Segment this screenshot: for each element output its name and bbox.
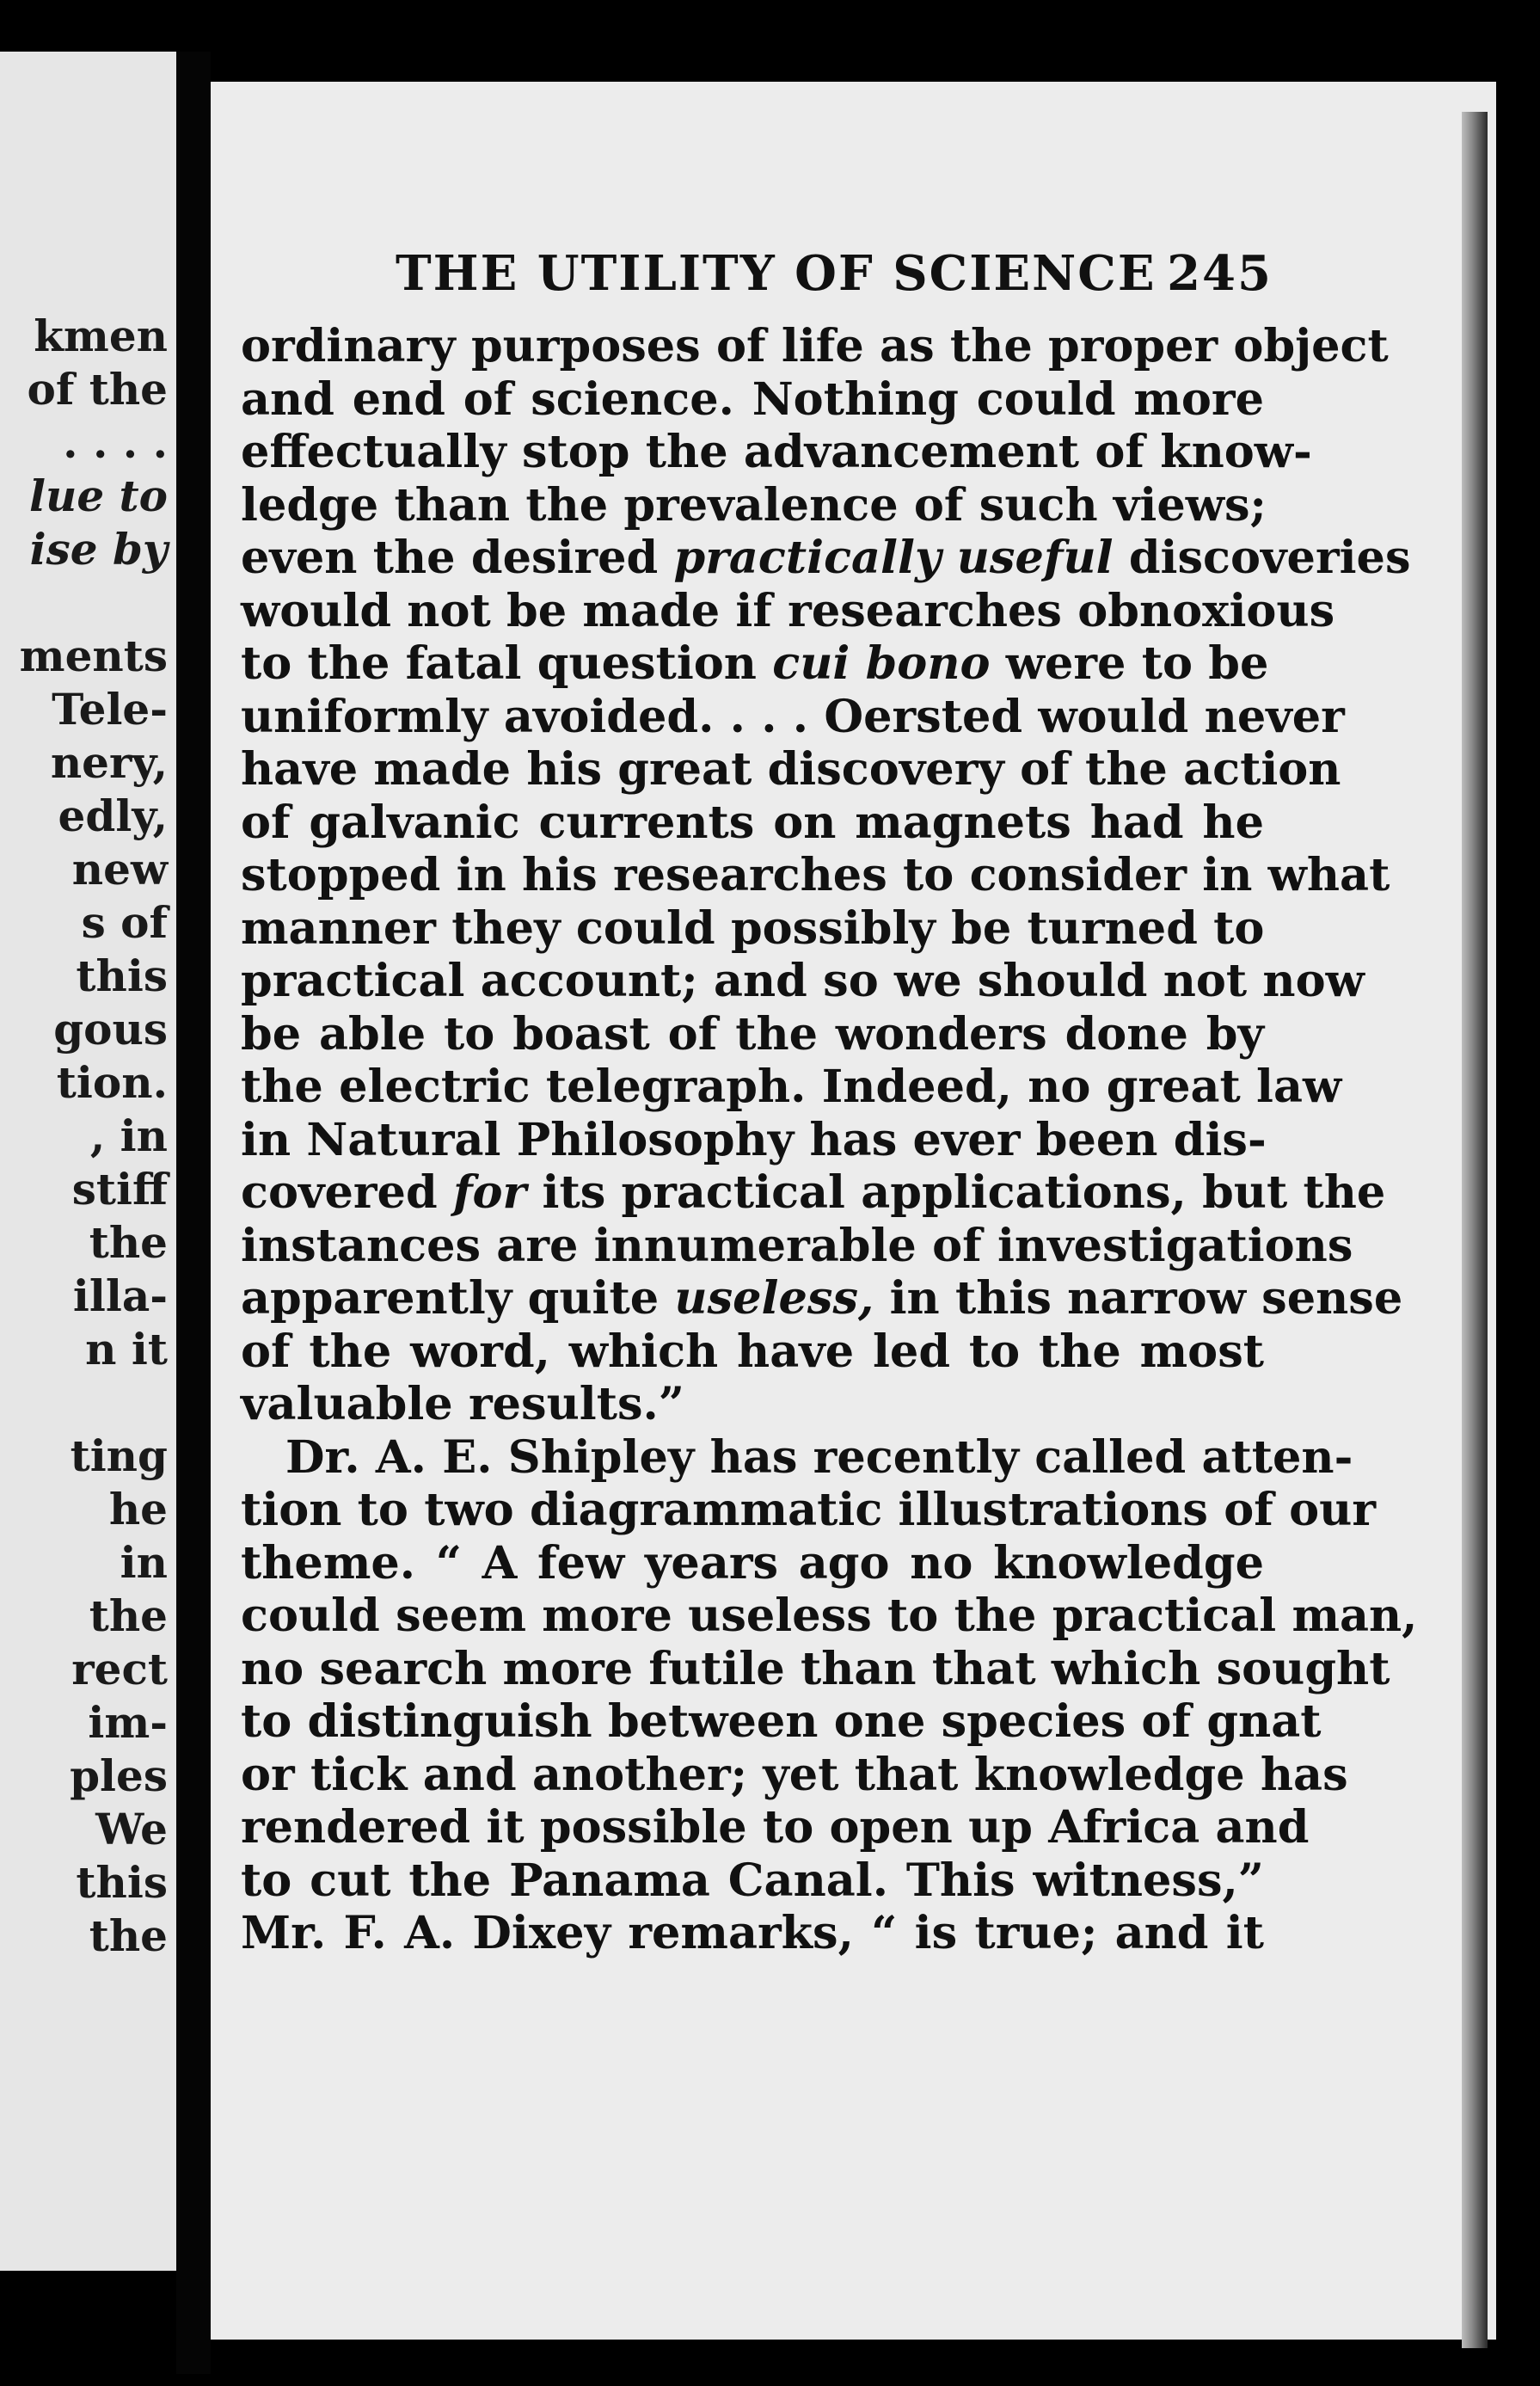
text-run: manner they could possibly be turned to <box>241 901 1265 955</box>
left-page-line <box>0 1376 168 1430</box>
body-line <box>241 1590 1418 1643</box>
text-run: the electric telegraph. Indeed, no great law <box>241 1061 1342 1113</box>
left-page-line: , in <box>89 1110 168 1161</box>
text-run: and end of science. Nothing could more <box>241 372 1264 426</box>
left-page-fragment <box>0 52 176 2271</box>
text-run: apparently quite <box>241 1272 675 1325</box>
text-run: ordinary purposes of life as the proper object <box>241 320 1389 372</box>
body-line <box>241 1801 1310 1854</box>
left-page-line: n it <box>85 1324 168 1374</box>
text-run: to the fatal question <box>241 637 773 690</box>
left-page-line: ples <box>70 1750 168 1801</box>
body-line <box>241 1642 1390 1696</box>
body-line <box>241 1378 1264 1431</box>
body-line <box>241 1537 1264 1590</box>
left-page-line: rect <box>71 1644 168 1694</box>
body-line <box>241 1854 1264 1908</box>
text-run: instances are innumerable of investigations <box>241 1219 1353 1272</box>
left-page-line: im- <box>88 1697 168 1748</box>
text-run: covered <box>241 1166 453 1219</box>
left-page-line: kmen <box>34 311 168 361</box>
body-line <box>241 1061 1342 1114</box>
body-line <box>241 1272 1403 1325</box>
left-page-line: nery, <box>50 737 168 788</box>
left-page-line: of the <box>27 364 168 415</box>
left-page-line: Tele- <box>52 684 168 735</box>
text-run: valuable results.” <box>241 1378 685 1430</box>
text-run: ledge than the prevalence of such views; <box>241 478 1267 532</box>
body-line <box>241 532 1411 585</box>
left-page-line: the <box>89 1217 168 1268</box>
text-run: to cut the Panama Canal. This witness,” <box>241 1854 1264 1907</box>
text-run: practical account; and so we should not now <box>241 955 1365 1007</box>
body-line <box>241 902 1264 956</box>
text-run: even the desired <box>241 532 674 584</box>
left-page-line: this <box>76 950 168 1001</box>
text-run: have made his great discovery of the action <box>241 743 1341 796</box>
text-run: uniformly avoided. . . . Oersted would never <box>241 690 1345 743</box>
text-run: no search more futile than that which sought <box>241 1642 1390 1695</box>
running-head-title: THE UTILITY OF SCIENCE <box>396 245 1157 302</box>
body-line <box>241 1484 1376 1537</box>
italic-phrase: cui bono <box>772 637 991 690</box>
text-run: Mr. F. A. Dixey remarks, “ is true; and it <box>241 1907 1264 1959</box>
body-line <box>241 796 1264 850</box>
text-run: rendered it possible to open up Africa and <box>241 1801 1310 1854</box>
left-page-line: tion. <box>56 1057 168 1108</box>
left-page-line: the <box>89 1910 168 1961</box>
body-line <box>241 955 1365 1008</box>
page-number: 245 <box>1167 245 1273 302</box>
text-run: of galvanic currents on magnets had he <box>241 796 1264 849</box>
body-line <box>241 1907 1264 1960</box>
text-run: of the word, which have led to the most <box>241 1325 1264 1378</box>
left-page-line: he <box>108 1484 168 1534</box>
left-page-line: gous <box>53 1004 168 1055</box>
text-run: to distinguish between one species of gnat <box>241 1695 1322 1748</box>
text-run: in this narrow sense <box>874 1272 1403 1325</box>
left-page-line: ting <box>70 1430 168 1481</box>
body-line <box>241 690 1345 744</box>
body-line <box>241 1430 1353 1485</box>
left-page-line: We <box>95 1804 168 1854</box>
left-page-line: illa- <box>72 1270 168 1321</box>
text-run: discoveries <box>1113 532 1411 584</box>
body-line <box>241 743 1341 796</box>
body-line <box>241 320 1389 373</box>
italic-phrase: practically useful <box>673 532 1114 584</box>
text-run: in Natural Philosophy has ever been dis- <box>241 1113 1267 1166</box>
left-page-line: ments <box>19 630 168 681</box>
left-page-line: the <box>89 1590 168 1641</box>
text-run: be able to boast of the wonders done by <box>241 1007 1264 1061</box>
book-gutter <box>176 52 211 2374</box>
left-page-line: in <box>120 1537 168 1588</box>
left-page-text <box>0 310 168 1963</box>
page-edge-shadow <box>1462 112 1488 2348</box>
body-line <box>241 1113 1267 1167</box>
text-run: stopped in his researches to consider in what <box>241 849 1390 901</box>
text-run: theme. “ A few years ago no knowledge <box>241 1536 1264 1590</box>
left-page-line: s of <box>81 897 168 948</box>
text-run: tion to two diagrammatic illustrations of our <box>241 1484 1376 1536</box>
body-line <box>241 1166 1386 1220</box>
text-run: were to be <box>990 637 1269 690</box>
text-run: effectually stop the advancement of know- <box>241 426 1312 478</box>
left-page-line: . . . . <box>63 417 168 468</box>
body-line <box>241 478 1267 532</box>
body-line <box>241 1325 1264 1379</box>
left-page-line: ise by <box>29 524 168 575</box>
body-line <box>241 1748 1348 1802</box>
text-run: or tick and another; yet that knowledge has <box>241 1748 1348 1801</box>
text-run: Dr. A. E. Shipley has recently called atten- <box>285 1430 1353 1484</box>
text-run: its practical applications, but the <box>526 1166 1386 1219</box>
body-line <box>241 1008 1264 1061</box>
body-line <box>241 373 1264 427</box>
body-line <box>241 637 1269 691</box>
italic-phrase: useless, <box>674 1272 874 1325</box>
left-page-line <box>0 576 168 630</box>
body-line <box>241 584 1335 638</box>
left-page-line: stiff <box>71 1164 168 1215</box>
body-line <box>241 426 1312 479</box>
text-run: could seem more useless to the practical man, <box>241 1590 1418 1642</box>
left-page-line: lue to <box>28 470 168 521</box>
italic-phrase: for <box>452 1166 527 1219</box>
left-page-line: new <box>71 844 168 895</box>
body-line <box>241 1695 1322 1749</box>
body-text <box>241 320 1418 1960</box>
running-head <box>396 245 1281 305</box>
body-line <box>241 849 1390 902</box>
text-run: would not be made if researches obnoxious <box>241 584 1335 637</box>
left-page-line: this <box>76 1857 168 1908</box>
body-line <box>241 1219 1353 1273</box>
left-page-line: edly, <box>58 790 168 841</box>
